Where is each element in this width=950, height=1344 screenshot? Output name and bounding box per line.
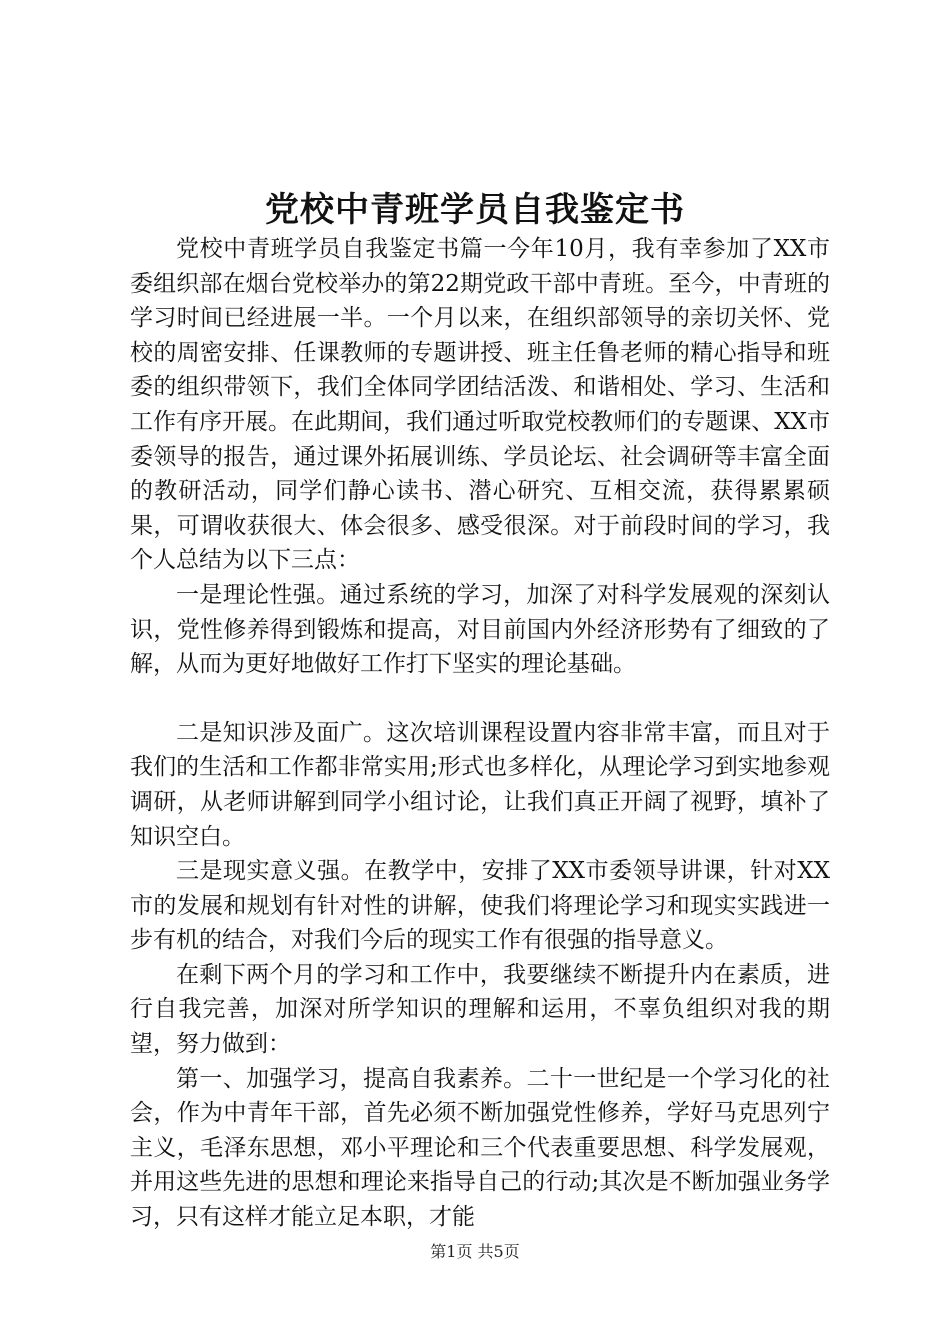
paragraph-point-three: 三是现实意义强。在教学中，安排了XX市委领导讲课，针对XX市的发展和规划有针对性的讲解，使我们将理论学习和现实实践进一步有机的结合，对我们今后的现实工作有很强的指导意义。 [130, 858, 830, 954]
document-body [130, 232, 830, 1235]
paragraph-intro: 党校中青班学员自我鉴定书篇一今年10月，我有幸参加了XX市委组织部在烟台党校举办的第22期党政干部中青班。至今，中青班的学习时间已经进展一半。一个月以来，在组织部领导的亲切关怀、党校的周密安排、任课教师的专题讲授、班主任鲁老师的精心指导和班委的组织带领下，我们全体同学团结活泼、和谐相处、学习、生活和工作有序开展。在此期间，我们通过听取党校教师们的专题课、XX市委领导的报告，通过课外拓展训练、学员论坛、社会调研等丰富全面的教研活动，同学们静心读书、潜心研究、互相交流，获得累累硕果，可谓收获很大、体会很多、感受很深。对于前段时间的学习，我个人总结为以下三点： [130, 236, 830, 574]
document-title: 党校中青班学员自我鉴定书 [265, 190, 685, 230]
paragraph-point-two: 二是知识涉及面广。这次培训课程设置内容非常丰富，而且对于我们的生活和工作都非常实用;形式也多样化，从理论学习到实地参观调研，从老师讲解到同学小组讨论，让我们真正开阔了视野，填补了知识空白。 [130, 719, 830, 850]
paragraph-point-one: 一是理论性强。通过系统的学习，加深了对科学发展观的深刻认识，党性修养得到锻炼和提高，对目前国内外经济形势有了细致的了解，从而为更好地做好工作打下坚实的理论基础。 [130, 581, 830, 678]
page-footer: 第1页 共5页 [430, 1242, 520, 1261]
paragraph-first-goal: 第一、加强学习，提高自我素养。二十一世纪是一个学习化的社会，作为中青年干部，首先必须不断加强党性修养，学好马克思列宁主义，毛泽东思想，邓小平理论和三个代表重要思想、科学发展观，并用这些先进的思想和理论来指导自己的行动;其次是不断加强业务学习，只有这样才能立足本职，才能 [130, 1065, 830, 1231]
paragraph-plan: 在剩下两个月的学习和工作中，我要继续不断提升内在素质，进行自我完善，加深对所学知识的理解和运用，不辜负组织对我的期望，努力做到： [130, 961, 830, 1058]
